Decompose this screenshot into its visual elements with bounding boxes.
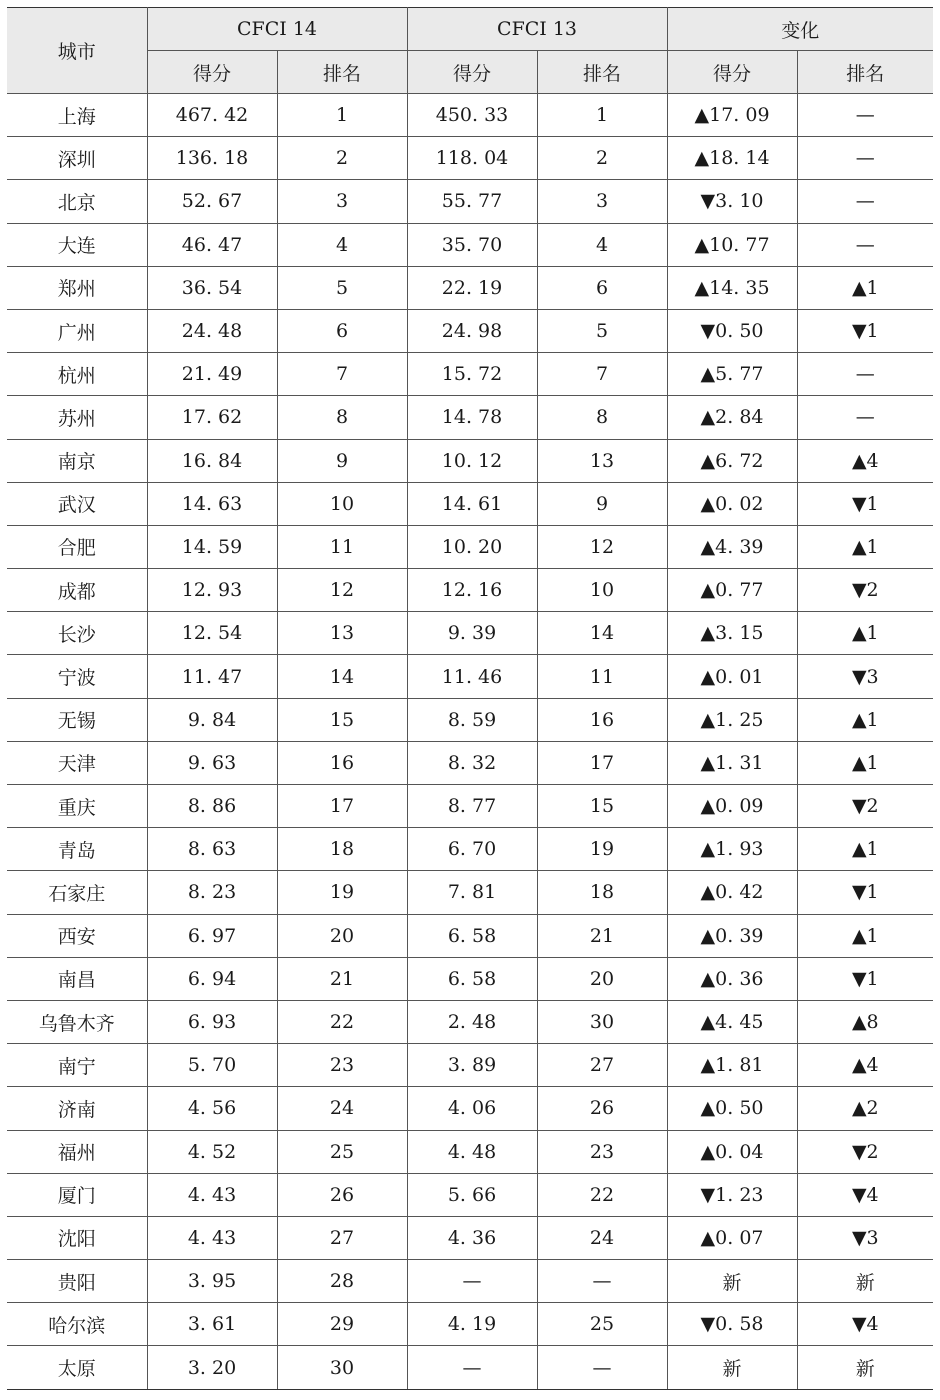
change-score-cell: ▼0. 50 <box>667 309 797 352</box>
city-cell: 乌鲁木齐 <box>7 1000 147 1043</box>
change-rank-cell: — <box>797 94 933 137</box>
cfci13-rank-cell: 11 <box>537 655 667 698</box>
change-score-cell: ▲0. 42 <box>667 871 797 914</box>
table-row <box>7 309 933 352</box>
cfci14-rank-cell: 1 <box>277 94 407 137</box>
table-row <box>7 353 933 396</box>
cfci14-rank-cell: 30 <box>277 1346 407 1389</box>
cfci14-score-cell: 14. 59 <box>147 525 277 568</box>
cfci13-score-cell: 10. 12 <box>407 439 537 482</box>
cfci14-score-cell: 9. 84 <box>147 698 277 741</box>
change-rank-cell: ▲1 <box>797 914 933 957</box>
cfci13-rank-cell: — <box>537 1260 667 1303</box>
cfci13-score-cell: 35. 70 <box>407 223 537 266</box>
city-cell: 郑州 <box>7 266 147 309</box>
city-cell: 贵阳 <box>7 1260 147 1303</box>
table-row <box>7 439 933 482</box>
cfci13-rank-cell: 23 <box>537 1130 667 1173</box>
table-row <box>7 914 933 957</box>
change-rank-cell: ▲4 <box>797 439 933 482</box>
change-score-cell: ▲10. 77 <box>667 223 797 266</box>
cfci13-score-cell: 118. 04 <box>407 137 537 180</box>
header-cfci13-score: 得分 <box>407 51 537 94</box>
header-cfci13-rank: 排名 <box>537 51 667 94</box>
cfci13-score-cell: 10. 20 <box>407 525 537 568</box>
cfci14-rank-cell: 4 <box>277 223 407 266</box>
cfci13-score-cell: 4. 48 <box>407 1130 537 1173</box>
header-change: 变化 <box>667 8 933 51</box>
table-row <box>7 1173 933 1216</box>
header-city: 城市 <box>7 8 147 94</box>
table-row <box>7 828 933 871</box>
cfci13-rank-cell: 21 <box>537 914 667 957</box>
table-row <box>7 741 933 784</box>
city-cell: 杭州 <box>7 353 147 396</box>
change-rank-cell: ▲4 <box>797 1044 933 1087</box>
cfci14-rank-cell: 14 <box>277 655 407 698</box>
change-rank-cell: ▲1 <box>797 828 933 871</box>
cfci13-score-cell: 3. 89 <box>407 1044 537 1087</box>
table-row <box>7 1303 933 1346</box>
cfci14-score-cell: 24. 48 <box>147 309 277 352</box>
cfci13-score-cell: 9. 39 <box>407 612 537 655</box>
cfci14-score-cell: 136. 18 <box>147 137 277 180</box>
header-cfci14: CFCI 14 <box>147 8 407 51</box>
cfci14-rank-cell: 23 <box>277 1044 407 1087</box>
table-row <box>7 1216 933 1259</box>
cfci13-score-cell: 22. 19 <box>407 266 537 309</box>
cfci13-score-cell: — <box>407 1260 537 1303</box>
cfci14-score-cell: 4. 52 <box>147 1130 277 1173</box>
table-header <box>7 8 933 94</box>
cfci13-rank-cell: 13 <box>537 439 667 482</box>
city-cell: 宁波 <box>7 655 147 698</box>
cfci13-score-cell: 55. 77 <box>407 180 537 223</box>
change-score-cell: ▲4. 45 <box>667 1000 797 1043</box>
change-score-cell: ▲0. 39 <box>667 914 797 957</box>
change-rank-cell: ▲1 <box>797 525 933 568</box>
table-row <box>7 569 933 612</box>
cfci14-score-cell: 11. 47 <box>147 655 277 698</box>
change-rank-cell: ▲1 <box>797 698 933 741</box>
cfci14-rank-cell: 18 <box>277 828 407 871</box>
cfci13-rank-cell: 5 <box>537 309 667 352</box>
table-row <box>7 698 933 741</box>
cfci14-rank-cell: 16 <box>277 741 407 784</box>
cfci14-score-cell: 14. 63 <box>147 482 277 525</box>
city-cell: 广州 <box>7 309 147 352</box>
header-cfci14-score: 得分 <box>147 51 277 94</box>
city-cell: 福州 <box>7 1130 147 1173</box>
cfci14-rank-cell: 21 <box>277 957 407 1000</box>
city-cell: 南京 <box>7 439 147 482</box>
change-rank-cell: ▼2 <box>797 1130 933 1173</box>
change-score-cell: ▼3. 10 <box>667 180 797 223</box>
cfci14-rank-cell: 29 <box>277 1303 407 1346</box>
cfci-ranking-table <box>7 7 933 1390</box>
cfci13-score-cell: 12. 16 <box>407 569 537 612</box>
cfci14-score-cell: 12. 54 <box>147 612 277 655</box>
change-score-cell: ▲14. 35 <box>667 266 797 309</box>
table-row <box>7 525 933 568</box>
cfci13-rank-cell: 25 <box>537 1303 667 1346</box>
city-cell: 大连 <box>7 223 147 266</box>
cfci14-rank-cell: 5 <box>277 266 407 309</box>
change-rank-cell: ▼3 <box>797 655 933 698</box>
change-rank-cell: — <box>797 396 933 439</box>
city-cell: 济南 <box>7 1087 147 1130</box>
change-rank-cell: ▼4 <box>797 1303 933 1346</box>
change-score-cell: ▲0. 07 <box>667 1216 797 1259</box>
cfci14-score-cell: 3. 20 <box>147 1346 277 1389</box>
cfci14-rank-cell: 6 <box>277 309 407 352</box>
cfci14-score-cell: 52. 67 <box>147 180 277 223</box>
cfci14-rank-cell: 11 <box>277 525 407 568</box>
city-cell: 合肥 <box>7 525 147 568</box>
city-cell: 武汉 <box>7 482 147 525</box>
cfci13-rank-cell: 6 <box>537 266 667 309</box>
cfci13-rank-cell: — <box>537 1346 667 1389</box>
cfci13-score-cell: 4. 19 <box>407 1303 537 1346</box>
cfci13-rank-cell: 1 <box>537 94 667 137</box>
change-score-cell: ▲18. 14 <box>667 137 797 180</box>
cfci14-score-cell: 9. 63 <box>147 741 277 784</box>
cfci13-score-cell: 5. 66 <box>407 1173 537 1216</box>
change-score-cell: ▲2. 84 <box>667 396 797 439</box>
cfci13-score-cell: 14. 78 <box>407 396 537 439</box>
cfci14-rank-cell: 22 <box>277 1000 407 1043</box>
cfci13-score-cell: 450. 33 <box>407 94 537 137</box>
city-cell: 沈阳 <box>7 1216 147 1259</box>
change-score-cell: ▲4. 39 <box>667 525 797 568</box>
table-row <box>7 396 933 439</box>
change-rank-cell: ▼2 <box>797 785 933 828</box>
cfci14-rank-cell: 25 <box>277 1130 407 1173</box>
table-row <box>7 1087 933 1130</box>
cfci13-rank-cell: 14 <box>537 612 667 655</box>
cfci13-rank-cell: 20 <box>537 957 667 1000</box>
table-row <box>7 1044 933 1087</box>
city-cell: 上海 <box>7 94 147 137</box>
cfci14-score-cell: 4. 56 <box>147 1087 277 1130</box>
change-score-cell: ▲0. 04 <box>667 1130 797 1173</box>
table-row <box>7 266 933 309</box>
change-rank-cell: ▼1 <box>797 482 933 525</box>
cfci14-score-cell: 4. 43 <box>147 1173 277 1216</box>
cfci14-rank-cell: 27 <box>277 1216 407 1259</box>
cfci14-score-cell: 21. 49 <box>147 353 277 396</box>
change-score-cell: ▲0. 36 <box>667 957 797 1000</box>
cfci13-rank-cell: 16 <box>537 698 667 741</box>
change-score-cell: ▲3. 15 <box>667 612 797 655</box>
cfci13-score-cell: 2. 48 <box>407 1000 537 1043</box>
change-score-cell: ▲17. 09 <box>667 94 797 137</box>
cfci14-rank-cell: 19 <box>277 871 407 914</box>
change-rank-cell: ▲1 <box>797 266 933 309</box>
cfci14-score-cell: 8. 23 <box>147 871 277 914</box>
cfci14-score-cell: 36. 54 <box>147 266 277 309</box>
table-row <box>7 180 933 223</box>
city-cell: 石家庄 <box>7 871 147 914</box>
cfci14-rank-cell: 7 <box>277 353 407 396</box>
change-score-cell: ▼1. 23 <box>667 1173 797 1216</box>
header-change-rank: 排名 <box>797 51 933 94</box>
city-cell: 苏州 <box>7 396 147 439</box>
cfci13-rank-cell: 17 <box>537 741 667 784</box>
change-score-cell: ▲1. 81 <box>667 1044 797 1087</box>
table-row <box>7 94 933 137</box>
change-rank-cell: ▲1 <box>797 612 933 655</box>
cfci14-score-cell: 46. 47 <box>147 223 277 266</box>
cfci14-score-cell: 8. 63 <box>147 828 277 871</box>
cfci13-score-cell: 7. 81 <box>407 871 537 914</box>
cfci14-score-cell: 3. 61 <box>147 1303 277 1346</box>
cfci13-rank-cell: 15 <box>537 785 667 828</box>
city-cell: 哈尔滨 <box>7 1303 147 1346</box>
change-score-cell: 新 <box>667 1260 797 1303</box>
cfci14-score-cell: 6. 94 <box>147 957 277 1000</box>
city-cell: 南昌 <box>7 957 147 1000</box>
cfci13-score-cell: 11. 46 <box>407 655 537 698</box>
city-cell: 长沙 <box>7 612 147 655</box>
change-rank-cell: ▼2 <box>797 569 933 612</box>
cfci13-score-cell: 6. 58 <box>407 914 537 957</box>
change-rank-cell: ▼1 <box>797 871 933 914</box>
cfci14-score-cell: 3. 95 <box>147 1260 277 1303</box>
city-cell: 青岛 <box>7 828 147 871</box>
cfci13-score-cell: — <box>407 1346 537 1389</box>
city-cell: 西安 <box>7 914 147 957</box>
change-rank-cell: ▼3 <box>797 1216 933 1259</box>
city-cell: 成都 <box>7 569 147 612</box>
change-rank-cell: 新 <box>797 1260 933 1303</box>
change-score-cell: ▲5. 77 <box>667 353 797 396</box>
table-row <box>7 871 933 914</box>
table-row <box>7 1130 933 1173</box>
cfci14-score-cell: 12. 93 <box>147 569 277 612</box>
change-rank-cell: — <box>797 180 933 223</box>
cfci14-rank-cell: 8 <box>277 396 407 439</box>
cfci13-rank-cell: 8 <box>537 396 667 439</box>
cfci13-rank-cell: 22 <box>537 1173 667 1216</box>
cfci14-score-cell: 16. 84 <box>147 439 277 482</box>
cfci14-rank-cell: 10 <box>277 482 407 525</box>
city-cell: 重庆 <box>7 785 147 828</box>
cfci14-rank-cell: 3 <box>277 180 407 223</box>
change-score-cell: ▼0. 58 <box>667 1303 797 1346</box>
table-row <box>7 137 933 180</box>
cfci14-score-cell: 8. 86 <box>147 785 277 828</box>
cfci14-score-cell: 17. 62 <box>147 396 277 439</box>
cfci13-rank-cell: 18 <box>537 871 667 914</box>
cfci14-score-cell: 4. 43 <box>147 1216 277 1259</box>
cfci13-score-cell: 8. 32 <box>407 741 537 784</box>
table-body <box>7 94 933 1390</box>
table-row <box>7 1000 933 1043</box>
cfci14-rank-cell: 17 <box>277 785 407 828</box>
cfci14-score-cell: 6. 93 <box>147 1000 277 1043</box>
change-rank-cell: ▼4 <box>797 1173 933 1216</box>
change-rank-cell: ▲1 <box>797 741 933 784</box>
table-row <box>7 612 933 655</box>
change-score-cell: ▲1. 25 <box>667 698 797 741</box>
cfci13-rank-cell: 3 <box>537 180 667 223</box>
cfci13-rank-cell: 24 <box>537 1216 667 1259</box>
change-score-cell: ▲0. 01 <box>667 655 797 698</box>
city-cell: 北京 <box>7 180 147 223</box>
cfci13-rank-cell: 2 <box>537 137 667 180</box>
header-change-score: 得分 <box>667 51 797 94</box>
table-row <box>7 223 933 266</box>
city-cell: 无锡 <box>7 698 147 741</box>
change-score-cell: ▲6. 72 <box>667 439 797 482</box>
cfci13-score-cell: 8. 59 <box>407 698 537 741</box>
change-score-cell: ▲1. 31 <box>667 741 797 784</box>
cfci13-rank-cell: 4 <box>537 223 667 266</box>
change-rank-cell: — <box>797 137 933 180</box>
header-cfci13: CFCI 13 <box>407 8 667 51</box>
cfci13-rank-cell: 7 <box>537 353 667 396</box>
cfci14-rank-cell: 15 <box>277 698 407 741</box>
change-rank-cell: — <box>797 223 933 266</box>
cfci13-rank-cell: 9 <box>537 482 667 525</box>
table-row <box>7 957 933 1000</box>
cfci13-rank-cell: 30 <box>537 1000 667 1043</box>
cfci14-rank-cell: 12 <box>277 569 407 612</box>
change-rank-cell: ▼1 <box>797 309 933 352</box>
change-rank-cell: ▼1 <box>797 957 933 1000</box>
cfci14-score-cell: 5. 70 <box>147 1044 277 1087</box>
change-rank-cell: — <box>797 353 933 396</box>
table-row <box>7 1346 933 1389</box>
cfci13-rank-cell: 19 <box>537 828 667 871</box>
change-rank-cell: ▲8 <box>797 1000 933 1043</box>
cfci14-rank-cell: 26 <box>277 1173 407 1216</box>
cfci13-rank-cell: 12 <box>537 525 667 568</box>
city-cell: 天津 <box>7 741 147 784</box>
table-row <box>7 482 933 525</box>
cfci14-rank-cell: 2 <box>277 137 407 180</box>
city-cell: 太原 <box>7 1346 147 1389</box>
change-score-cell: ▲0. 50 <box>667 1087 797 1130</box>
change-rank-cell: 新 <box>797 1346 933 1389</box>
cfci13-score-cell: 6. 70 <box>407 828 537 871</box>
cfci13-score-cell: 8. 77 <box>407 785 537 828</box>
city-cell: 南宁 <box>7 1044 147 1087</box>
change-score-cell: ▲0. 77 <box>667 569 797 612</box>
cfci13-score-cell: 4. 36 <box>407 1216 537 1259</box>
change-rank-cell: ▲2 <box>797 1087 933 1130</box>
cfci14-score-cell: 6. 97 <box>147 914 277 957</box>
cfci13-score-cell: 14. 61 <box>407 482 537 525</box>
cfci14-rank-cell: 9 <box>277 439 407 482</box>
cfci14-rank-cell: 20 <box>277 914 407 957</box>
cfci13-rank-cell: 26 <box>537 1087 667 1130</box>
change-score-cell: ▲0. 02 <box>667 482 797 525</box>
city-cell: 厦门 <box>7 1173 147 1216</box>
cfci14-rank-cell: 24 <box>277 1087 407 1130</box>
cfci13-score-cell: 6. 58 <box>407 957 537 1000</box>
city-cell: 深圳 <box>7 137 147 180</box>
table-row <box>7 785 933 828</box>
header-cfci14-rank: 排名 <box>277 51 407 94</box>
table-row <box>7 655 933 698</box>
cfci13-rank-cell: 10 <box>537 569 667 612</box>
change-score-cell: ▲0. 09 <box>667 785 797 828</box>
cfci14-score-cell: 467. 42 <box>147 94 277 137</box>
table-row <box>7 1260 933 1303</box>
change-score-cell: 新 <box>667 1346 797 1389</box>
cfci13-score-cell: 24. 98 <box>407 309 537 352</box>
cfci13-score-cell: 4. 06 <box>407 1087 537 1130</box>
change-score-cell: ▲1. 93 <box>667 828 797 871</box>
cfci14-rank-cell: 28 <box>277 1260 407 1303</box>
cfci13-rank-cell: 27 <box>537 1044 667 1087</box>
cfci13-score-cell: 15. 72 <box>407 353 537 396</box>
cfci14-rank-cell: 13 <box>277 612 407 655</box>
